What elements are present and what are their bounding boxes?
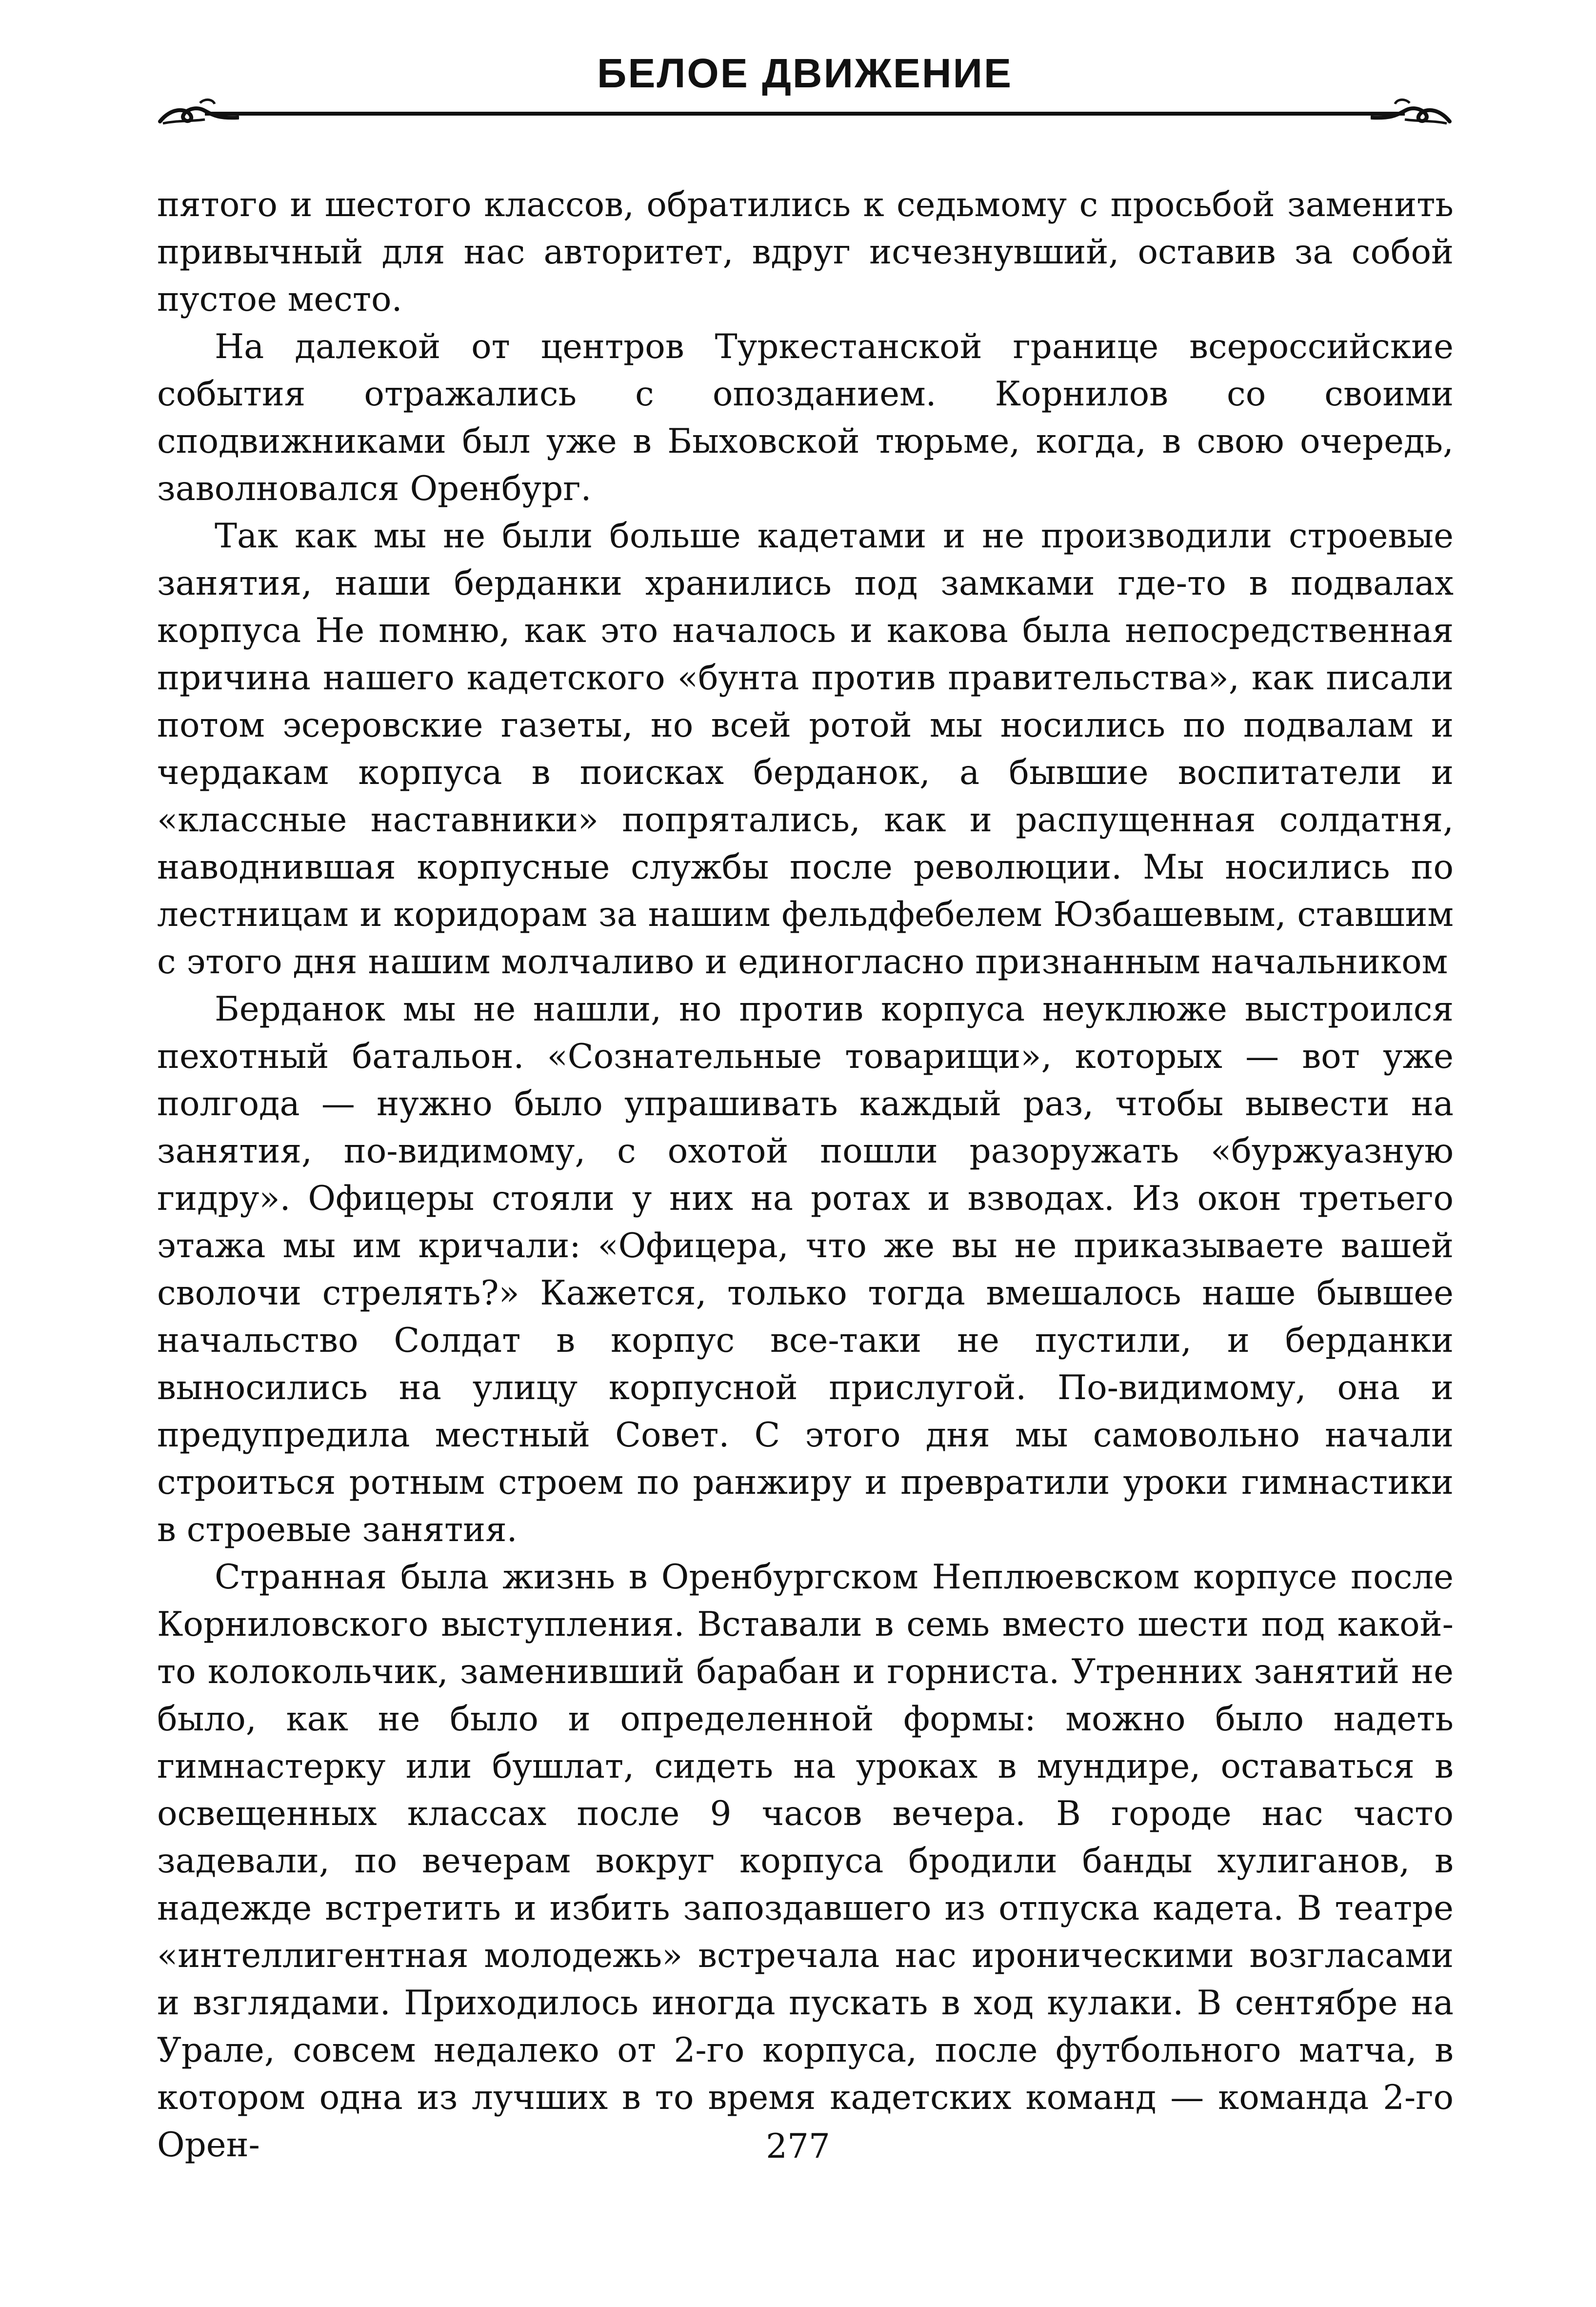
paragraph: Так как мы не были больше кадетами и не производили строевые занятия, наши берданки хранились под замками где-то в подвалах корпуса Не помню, как это началось и какова была непосредственная причина нашего кадетского «бунта против правительства», как писали потом эсеровские газеты, но всей ротой мы носились по подвалам и чердакам корпуса в поисках берданок, а бывшие воспитатели и «классные наставники» попрятались, как и распущенная солдатня, наводнившая корпусные службы после революции. Мы носились по лестницам и коридорам за нашим фельдфебелем Юзбашевым, ставшим с этого дня нашим молчаливо и единогласно признанным начальником	[157, 517, 1454, 982]
body-text	[157, 181, 1454, 2169]
scroll-flourish-left-icon	[156, 93, 239, 127]
running-head	[156, 46, 1454, 129]
header-rule	[205, 112, 1405, 116]
paragraph: Странная была жизнь в Оренбургском Неплюевском корпусе после Корниловского выступления. Вставали в семь вместо шести под какой-то колокольчик, заменивший барабан и горниста. Утренних занятий не было, как не было и определенной формы: можно было надеть гимнастерку или бушлат, сидеть на уроках в мундире, оставаться в освещенных классах после 9 часов вечера. В городе нас часто задевали, по вечерам вокруг корпуса бродили банды хулиганов, в надежде встретить и избить запоздавшего из отпуска кадета. В театре «интеллигентная молодежь» встречала нас ироническими возгласами и взглядами. Приходилось иногда пускать в ход кулаки. В сентябре на Урале, совсем недалеко от 2-го корпуса, после футбольного матча, в котором одна из лучших в то время кадетских команд — команда 2-го Орен-	[157, 1558, 1454, 2165]
paragraph-continued: пятого и шестого классов, обратились к седьмому с просьбой заменить привычный для нас авторитет, вдруг исчезнувший, оставив за собой пустое место.	[157, 185, 1454, 319]
paragraph: На далекой от центров Туркестанской границе всероссийские события отражались с опозданием. Корнилов со своими сподвижниками был уже в Быховской тюрьме, когда, в свою очередь, заволновался Оренбург.	[157, 327, 1454, 508]
page-number: 277	[766, 2127, 830, 2166]
running-title: БЕЛОЕ ДВИЖЕНИЕ	[597, 50, 1013, 96]
scroll-flourish-right-icon	[1371, 93, 1454, 127]
paragraph: Берданок мы не нашли, но против корпуса неуклюже выстроился пехотный батальон. «Сознательные товарищи», которых — вот уже полгода — нужно было упрашивать каждый раз, чтобы вывести на занятия, по-видимому, с охотой пошли разоружать «буржуазную гидру». Офицеры стояли у них на ротах и взводах. Из окон третьего этажа мы им кричали: «Офицера, что же вы не приказываете вашей сволочи стрелять?» Кажется, только тогда вмешалось наше бывшее начальство Солдат в корпус все-таки не пустили, и берданки выносились на улицу корпусной прислугой. По-видимому, она и предупредила местный Совет. С этого дня мы самовольно начали строиться ротным строем по ранжиру и превратили уроки гимнастики в строевые занятия.	[157, 990, 1454, 1549]
